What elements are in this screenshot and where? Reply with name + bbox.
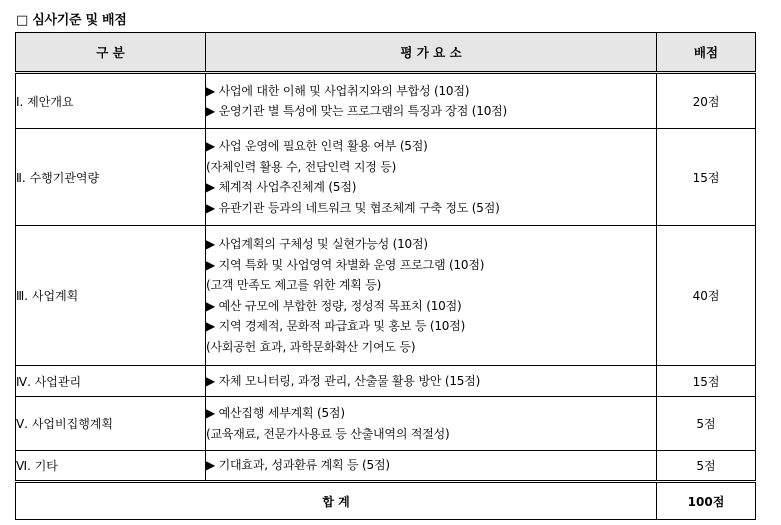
header-elements: 평 가 요 소 [206, 33, 657, 73]
item-line: (고객 만족도 제고를 위한 계획 등) [206, 278, 382, 292]
header-category: 구 분 [16, 33, 206, 73]
table-header-row [16, 33, 756, 73]
item-line: ▶ 사업에 대한 이해 및 사업취지와의 부합성 (10점) [206, 83, 470, 98]
table-row [16, 397, 756, 451]
evaluation-criteria-table [15, 32, 756, 520]
row-category: Ⅳ. 사업관리 [16, 366, 206, 397]
item-line: (교육재료, 전문가사용료 등 산출내역의 적절성) [206, 426, 450, 441]
table-row [16, 366, 756, 397]
row-score: 15점 [657, 366, 756, 397]
item-line: ▶ 운영기관 별 특성에 맞는 프로그램의 특징과 장점 (10점) [206, 104, 508, 118]
table-row [16, 226, 756, 366]
row-items [206, 73, 657, 129]
row-category: Ⅰ. 제안개요 [16, 73, 206, 129]
item-line: (자체인력 활용 수, 전담인력 지정 등) [206, 159, 397, 174]
total-label: 합 계 [16, 482, 657, 520]
row-category: Ⅲ. 사업계획 [16, 226, 206, 366]
item-line: ▶ 사업 운영에 필요한 인력 활용 여부 (5점) [206, 139, 428, 153]
row-category: Ⅱ. 수행기관역량 [16, 129, 206, 226]
header-score: 배점 [657, 33, 756, 73]
item-line: ▶ 예산 규모에 부합한 정량, 정성적 목표치 (10점) [206, 298, 462, 313]
table-row [16, 73, 756, 129]
row-score: 20점 [657, 73, 756, 129]
section-title: □ 심사기준 및 배점 [16, 13, 127, 28]
row-score: 5점 [657, 451, 756, 482]
row-score: 15점 [657, 129, 756, 226]
item-line: ▶ 지역 경제적, 문화적 파급효과 및 홍보 등 (10점) [206, 319, 466, 333]
row-items [206, 226, 657, 366]
row-score: 5점 [657, 397, 756, 451]
row-items [206, 397, 657, 451]
row-items [206, 366, 657, 397]
table-row [16, 451, 756, 482]
item-line: ▶ 체계적 사업추진체계 (5점) [206, 180, 357, 194]
table-row [16, 129, 756, 226]
total-score: 100점 [657, 482, 756, 520]
row-score: 40점 [657, 226, 756, 366]
item-line: ▶ 유관기관 등과의 네트워크 및 협조체계 구축 정도 (5점) [206, 200, 500, 215]
row-items [206, 129, 657, 226]
item-line: ▶ 예산집행 세부계획 (5점) [206, 406, 345, 420]
item-line: ▶ 자체 모니터링, 과정 관리, 산출물 활용 방안 (15점) [206, 373, 481, 388]
item-line: ▶ 사업계획의 구체성 및 실현가능성 (10점) [206, 237, 428, 251]
row-category: Ⅵ. 기타 [16, 451, 206, 482]
item-line: ▶ 기대효과, 성과환류 계획 등 (5점) [206, 458, 390, 473]
item-line: ▶ 지역 특화 및 사업영역 차별화 운영 프로그램 (10점) [206, 257, 485, 272]
row-items [206, 451, 657, 482]
item-line: (사회공헌 효과, 과학문화확산 기여도 등) [206, 339, 416, 354]
total-row [16, 482, 756, 520]
row-category: Ⅴ. 사업비집행계획 [16, 397, 206, 451]
